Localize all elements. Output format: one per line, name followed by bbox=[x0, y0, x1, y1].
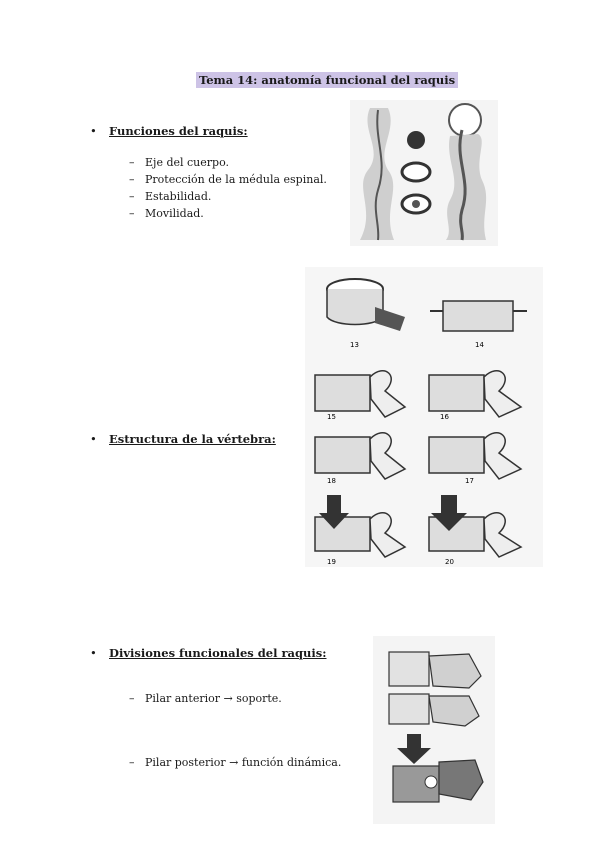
figure-spine-profile bbox=[350, 100, 498, 246]
bullet: • bbox=[90, 646, 97, 660]
bullet: • bbox=[90, 124, 97, 138]
list-item: – Estabilidad. bbox=[129, 190, 212, 203]
figure-label: 20 bbox=[445, 558, 454, 566]
figure-label: 19 bbox=[327, 558, 336, 566]
figure-label: 15 bbox=[327, 413, 336, 421]
section-heading-divisiones: Divisiones funcionales del raquis: bbox=[109, 646, 327, 660]
list-funciones bbox=[129, 156, 327, 224]
bullet: • bbox=[90, 432, 97, 446]
figure-label: 13 bbox=[350, 341, 359, 349]
figure-label: 18 bbox=[327, 477, 336, 485]
section-heading-estructura: Estructura de la vértebra: bbox=[109, 432, 276, 446]
figure-functional-pillars bbox=[373, 636, 495, 824]
figure-vertebra-structure bbox=[305, 267, 543, 567]
list-item: – Protección de la médula espinal. bbox=[129, 173, 327, 186]
list-item: – Pilar anterior → soporte. bbox=[129, 692, 282, 705]
list-item: – Movilidad. bbox=[129, 207, 204, 220]
figure-label: 17 bbox=[465, 477, 474, 485]
list-divisiones bbox=[129, 692, 341, 773]
figure-label: 16 bbox=[440, 413, 449, 421]
list-item: – Pilar posterior → función dinámica. bbox=[129, 756, 342, 769]
figure-label: 14 bbox=[475, 341, 484, 349]
page-title: Tema 14: anatomía funcional del raquis bbox=[196, 72, 458, 88]
section-heading-funciones: Funciones del raquis: bbox=[109, 124, 248, 138]
list-item: – Eje del cuerpo. bbox=[129, 156, 229, 169]
